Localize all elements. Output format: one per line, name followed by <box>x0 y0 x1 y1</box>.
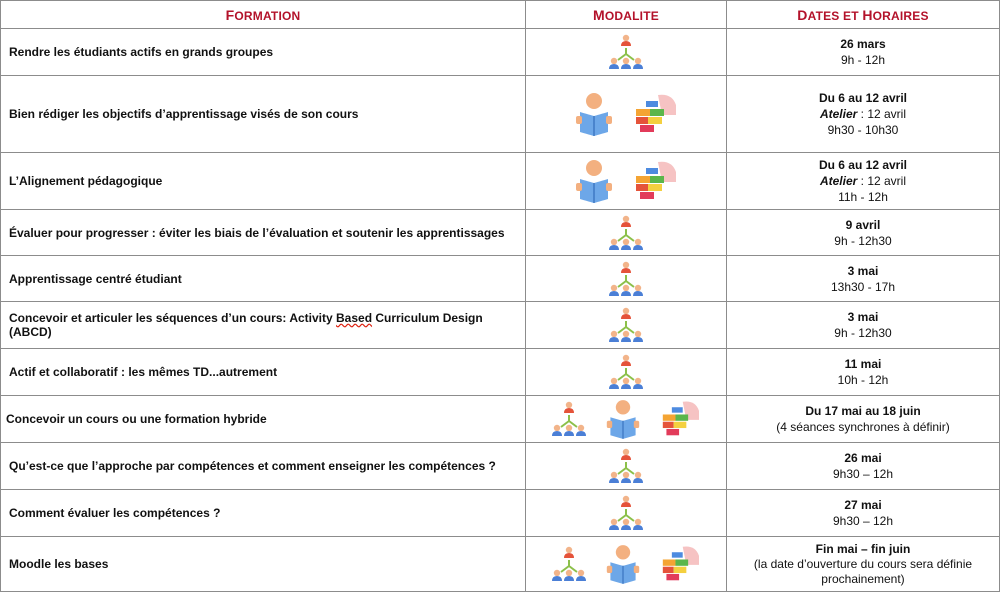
table-row <box>1 443 1000 490</box>
formation-title: Évaluer pour progresser : éviter les biais de l’évaluation et soutenir les apprentissages <box>1 210 526 256</box>
table-row <box>1 76 1000 153</box>
group-network-icon <box>608 32 644 72</box>
group-network-icon <box>608 446 644 486</box>
modality-cell <box>526 29 727 76</box>
formation-title: Concevoir et articuler les séquences d’un cours: Activity Based Curriculum Design (ABCD) <box>1 302 526 349</box>
dates-cell: 26 mars 9h - 12h <box>727 29 1000 76</box>
formation-title: Apprentissage centré étudiant <box>1 256 526 302</box>
modality-cell <box>526 302 727 349</box>
formation-title: L’Alignement pédagogique <box>1 153 526 210</box>
header-formation: FORMATION <box>1 1 526 29</box>
formation-title: Actif et collaboratif : les mêmes TD...autrement <box>1 349 526 396</box>
table-row <box>1 537 1000 592</box>
dates-cell: Du 6 au 12 avril Atelier : 12 avril 9h30 - 10h30 <box>727 76 1000 153</box>
modality-cell <box>526 76 727 153</box>
dates-cell: 27 mai 9h30 – 12h <box>727 490 1000 537</box>
modality-cell <box>526 490 727 537</box>
table-row <box>1 396 1000 443</box>
group-network-icon <box>551 399 587 439</box>
dates-cell: 3 mai 9h - 12h30 <box>727 302 1000 349</box>
dates-cell: Du 17 mai au 18 juin (4 séances synchrones à définir) <box>727 396 1000 443</box>
reader-book-icon <box>574 90 614 138</box>
group-network-icon <box>608 352 644 392</box>
dates-cell: Fin mai – fin juin (la date d’ouverture du cours sera définie prochainement) <box>727 537 1000 592</box>
modality-cell <box>526 537 727 592</box>
group-network-icon <box>608 493 644 533</box>
dates-cell: Du 6 au 12 avril Atelier : 12 avril 11h - 12h <box>727 153 1000 210</box>
formation-title: Comment évaluer les compétences ? <box>1 490 526 537</box>
table-row <box>1 210 1000 256</box>
header-dates: DATES ET HORAIRES <box>727 1 1000 29</box>
formation-title: Concevoir un cours ou une formation hybride <box>1 396 526 443</box>
blocks-hand-icon <box>659 400 701 438</box>
modality-cell <box>526 443 727 490</box>
table-row <box>1 29 1000 76</box>
header-modalite: MODALITE <box>526 1 727 29</box>
reader-book-icon <box>605 397 641 441</box>
header-row <box>1 1 1000 29</box>
dates-cell: 26 mai 9h30 – 12h <box>727 443 1000 490</box>
group-network-icon <box>608 259 644 299</box>
dates-cell: 11 mai 10h - 12h <box>727 349 1000 396</box>
dates-cell: 3 mai 13h30 - 17h <box>727 256 1000 302</box>
modality-cell <box>526 396 727 443</box>
blocks-hand-icon <box>632 160 678 202</box>
modality-cell <box>526 210 727 256</box>
dates-cell: 9 avril 9h - 12h30 <box>727 210 1000 256</box>
blocks-hand-icon <box>632 93 678 135</box>
blocks-hand-icon <box>659 545 701 583</box>
modality-cell <box>526 349 727 396</box>
group-network-icon <box>608 305 644 345</box>
table-row <box>1 490 1000 537</box>
reader-book-icon <box>605 542 641 586</box>
table-row <box>1 302 1000 349</box>
reader-book-icon <box>574 157 614 205</box>
modality-cell <box>526 153 727 210</box>
table-row <box>1 153 1000 210</box>
group-network-icon <box>551 544 587 584</box>
table-row <box>1 349 1000 396</box>
modality-cell <box>526 256 727 302</box>
formation-title: Qu’est-ce que l’approche par compétences et comment enseigner les compétences ? <box>1 443 526 490</box>
formation-title: Bien rédiger les objectifs d’apprentissage visés de son cours <box>1 76 526 153</box>
table-row <box>1 256 1000 302</box>
formation-title: Rendre les étudiants actifs en grands groupes <box>1 29 526 76</box>
formation-title: Moodle les bases <box>1 537 526 592</box>
group-network-icon <box>608 213 644 253</box>
